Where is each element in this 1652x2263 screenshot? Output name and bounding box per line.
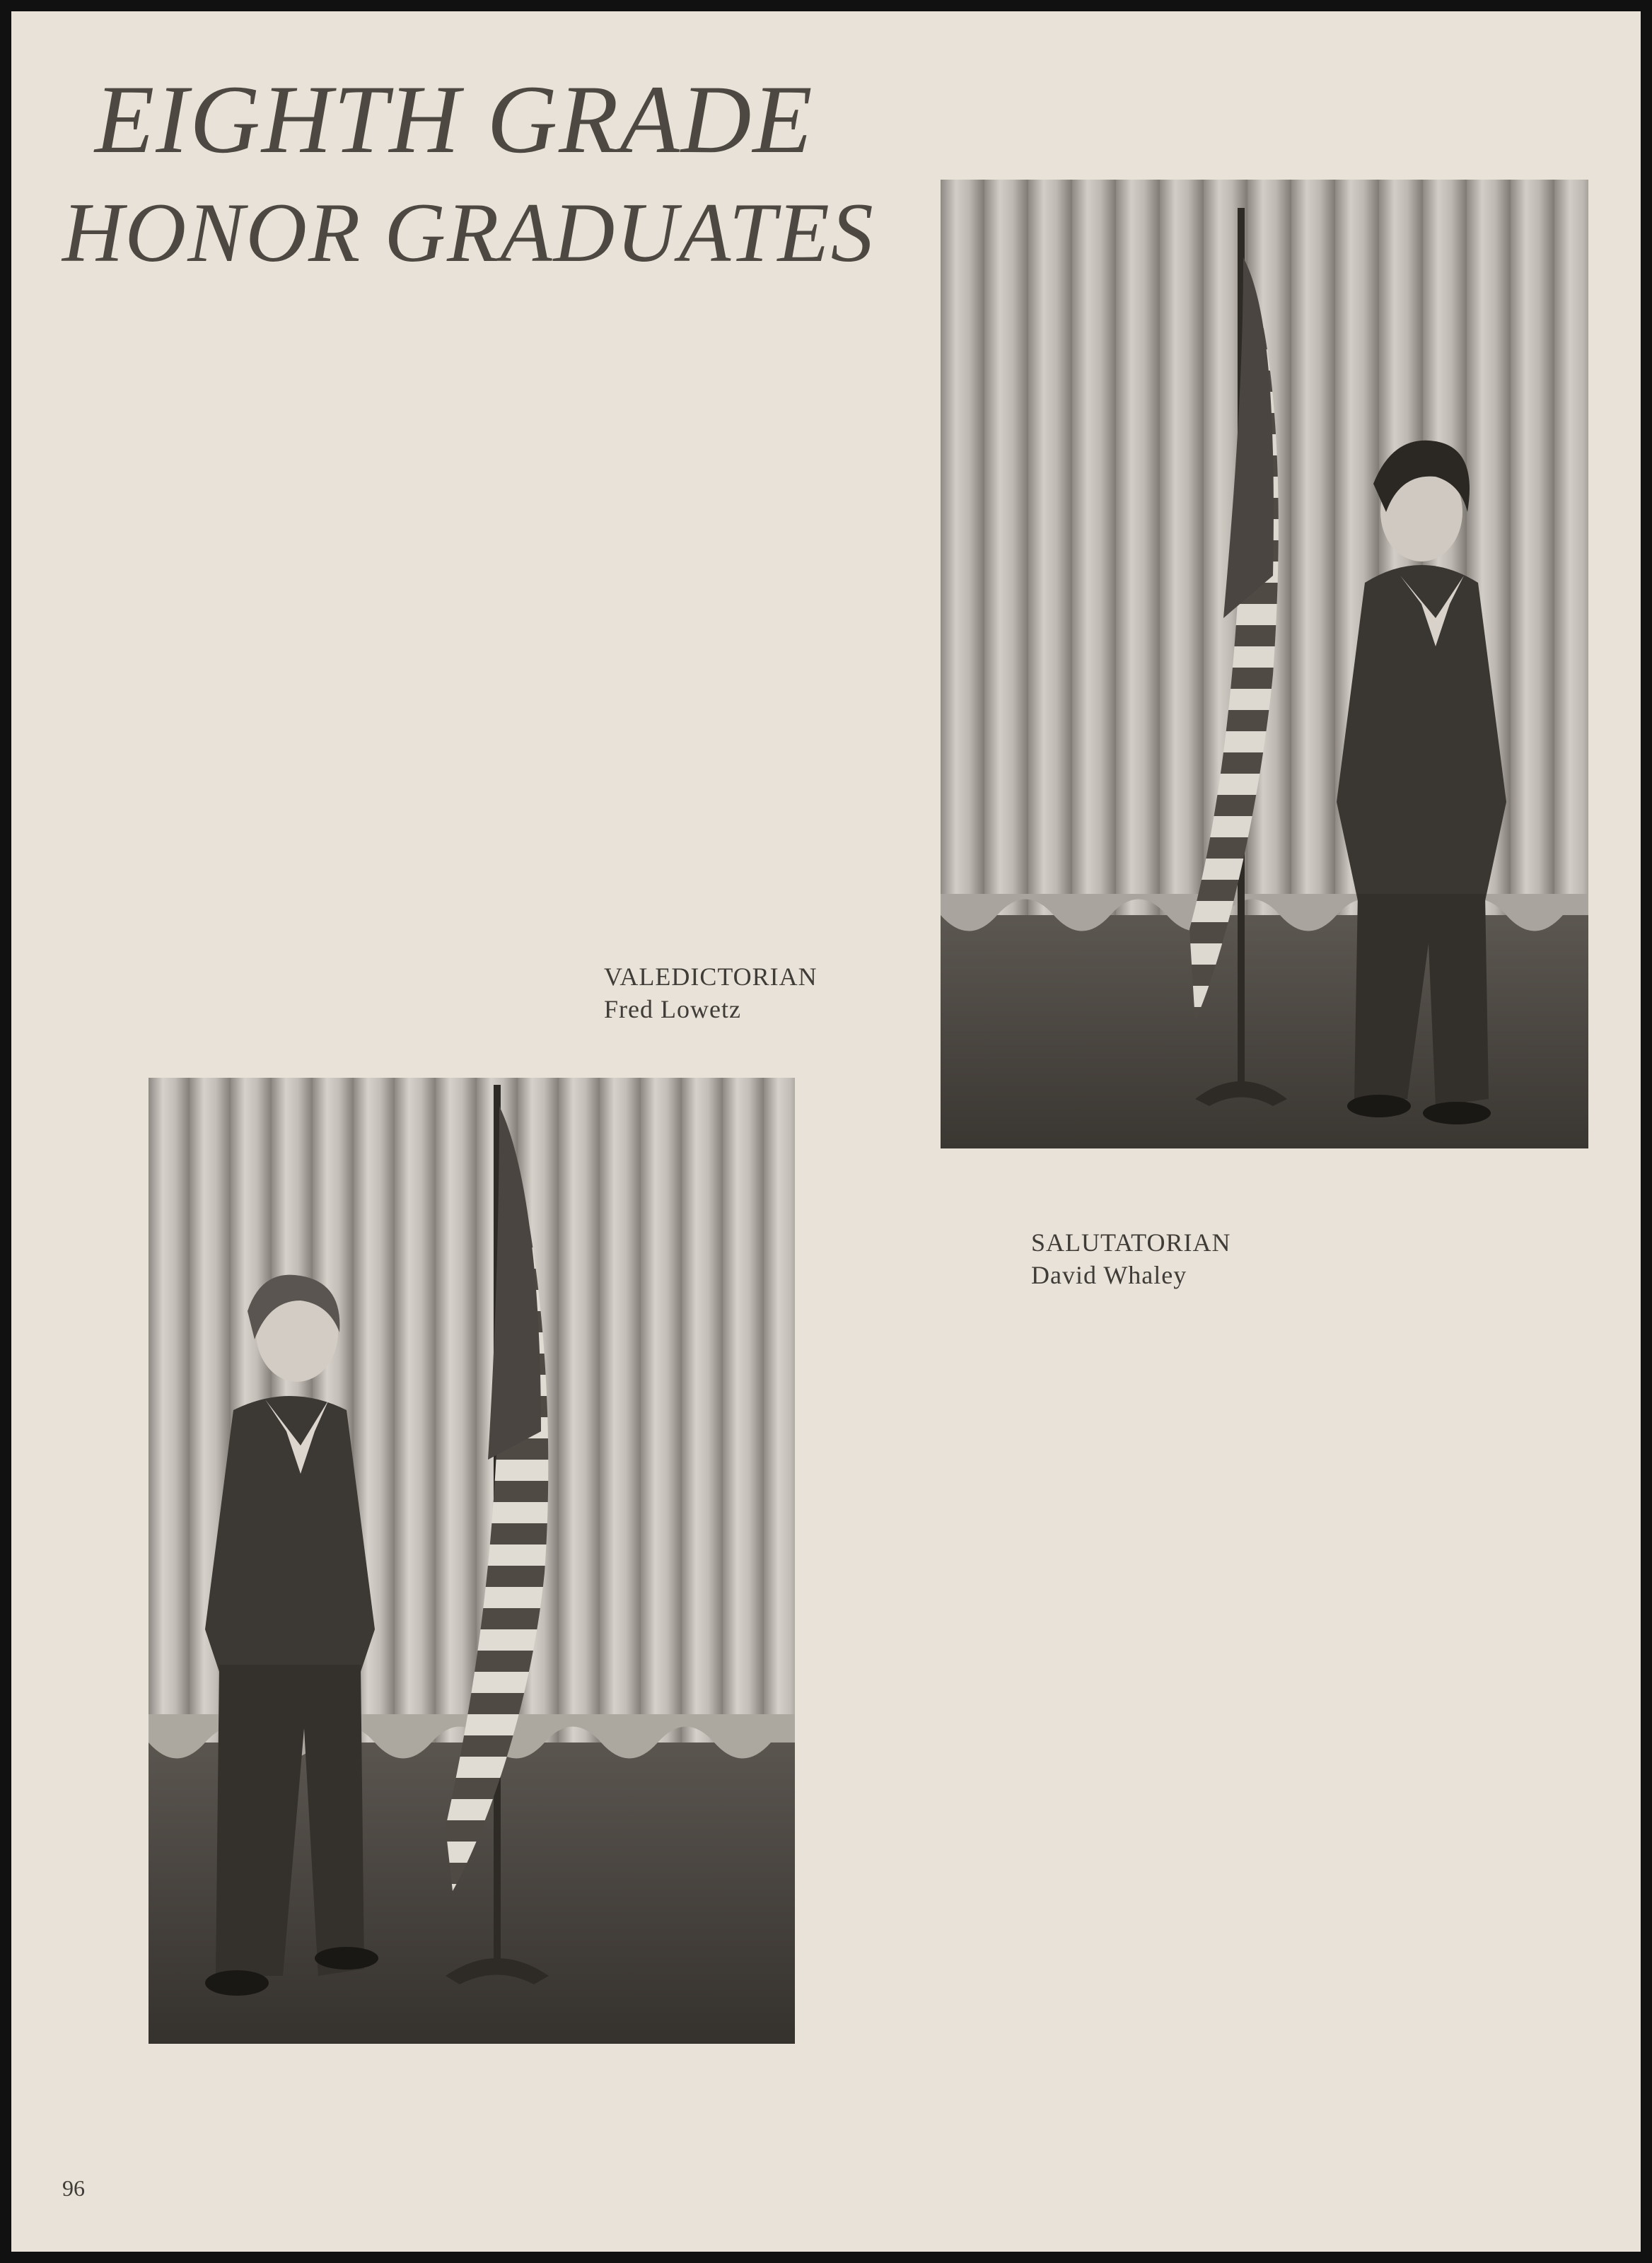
page-number: 96: [62, 2175, 85, 2201]
salutatorian-photo: [941, 180, 1588, 1148]
valedictorian-photo-image: [149, 1078, 795, 2044]
valedictorian-name: Fred Lowetz: [604, 995, 741, 1023]
salutatorian-photo-image: [941, 180, 1588, 1148]
salutatorian-name: David Whaley: [1031, 1261, 1187, 1289]
page-title-line-1: EIGHTH GRADE: [95, 65, 814, 173]
valedictorian-caption: [604, 960, 818, 1025]
valedictorian-role: VALEDICTORIAN: [604, 962, 818, 991]
page-title-line-2: HONOR GRADUATES: [62, 185, 875, 279]
salutatorian-caption: [1031, 1226, 1231, 1291]
valedictorian-photo: [149, 1078, 795, 2044]
salutatorian-role: SALUTATORIAN: [1031, 1228, 1231, 1257]
yearbook-page: [11, 11, 1641, 2252]
